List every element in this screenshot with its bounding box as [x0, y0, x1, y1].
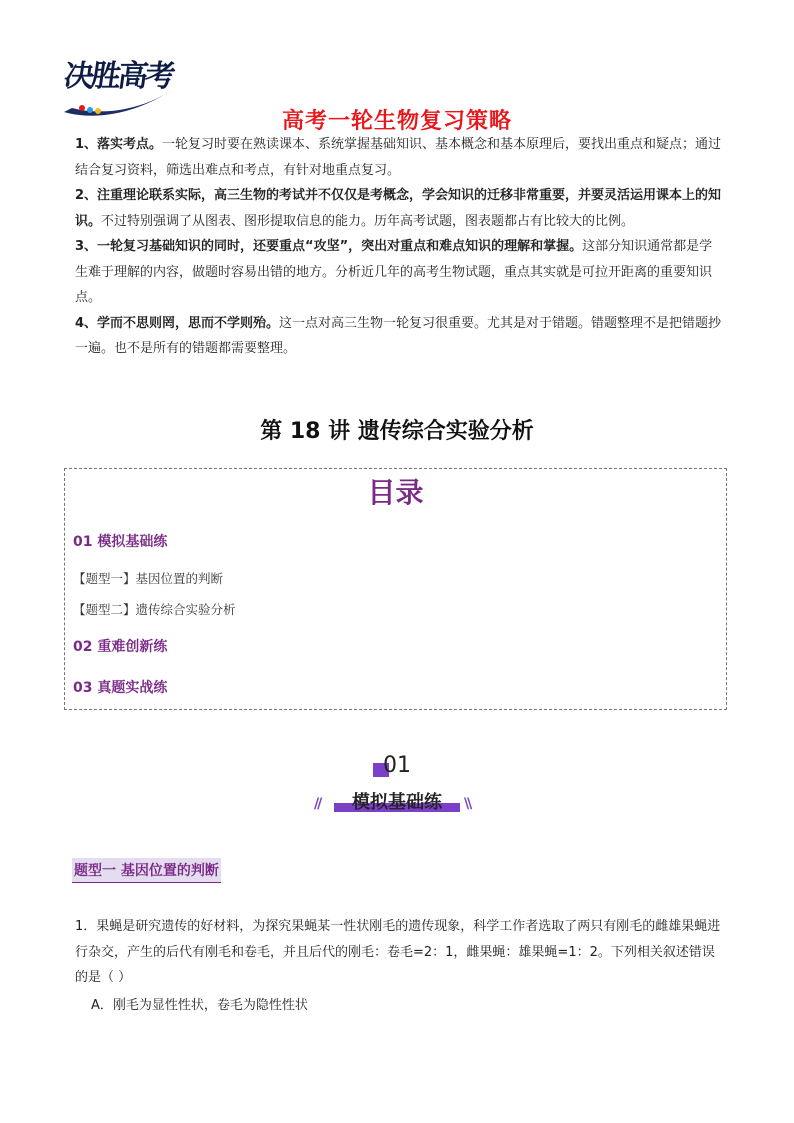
- toc-title: 目录: [367, 476, 424, 509]
- logo-text: 决胜高考: [61, 59, 175, 94]
- toc-item-section-3[interactable]: 03 真题实战练: [73, 680, 168, 696]
- toc-item-type-1[interactable]: 【题型一】基因位置的判断: [73, 571, 224, 586]
- intro-item-text: 不过特别强调了从图表、图形提取信息的能力。历年高考试题，图表题都占有比较大的比例。: [101, 213, 635, 229]
- table-of-contents: [64, 468, 727, 710]
- section-title: 模拟基础练: [352, 792, 442, 813]
- intro-item-bold: 3、一轮复习基础知识的同时，还要重点“攻坚”，突出对重点和难点知识的理解和掌握。: [75, 239, 583, 254]
- question-stem: 1．果蝇是研究遗传的好材料，为探究果蝇某一性状刚毛的遗传现象，科学工作者选取了两只有刚毛的雌雄果蝇进行杂交，产生的后代有刚毛和卷毛，并且后代的刚毛：卷毛=2：1，雌果蝇：雄果蝇=1：2。下列相关叙述错误的是（ ）: [75, 919, 721, 985]
- intro-item: [75, 183, 725, 234]
- section-number: 01: [383, 753, 411, 778]
- intro-item: [75, 311, 725, 362]
- section-slash-right: \\: [464, 796, 471, 812]
- section-slash-left: //: [314, 796, 321, 812]
- lecture-title: 第 18 讲 遗传综合实验分析: [260, 419, 534, 444]
- intro-text: [75, 132, 725, 362]
- question-type-label: 题型一 基因位置的判断: [72, 858, 221, 883]
- intro-item: [75, 132, 725, 183]
- intro-item-text: 这一点对高三生物一轮复习很重要。尤其是对于错题。错题整理不是把错题抄一遍。也不是所有的错题都需要整理。: [75, 315, 722, 356]
- intro-item-text: 一轮复习时要在熟读课本、系统掌握基础知识、基本概念和基本原理后，要找出重点和疑点；通过结合复习资料，筛选出难点和考点，有针对地重点复习。: [75, 137, 722, 178]
- intro-item: [75, 234, 725, 311]
- intro-item-bold: 1、落实考点。: [75, 137, 163, 152]
- intro-item-bold: 4、学而不思则罔，思而不学则殆。: [75, 315, 280, 331]
- toc-item-section-2[interactable]: 02 重难创新练: [73, 639, 168, 655]
- page-heading: 高考一轮生物复习策略: [281, 109, 512, 134]
- toc-item-type-2[interactable]: 【题型二】遗传综合实验分析: [73, 602, 236, 617]
- question-block: [75, 914, 725, 991]
- intro-item-text: 这部分知识通常都是学生难于理解的内容，做题时容易出错的地方。分析近几年的高考生物试题，重点其实就是可拉开距离的重要知识点。: [75, 239, 713, 305]
- intro-item-bold: 2、注重理论联系实际，高三生物的考试并不仅仅是考概念，学会知识的迁移非常重要，并要灵活运用课本上的知识。: [75, 188, 722, 229]
- toc-item-section-1[interactable]: 01 模拟基础练: [73, 534, 168, 550]
- option-a[interactable]: A．刚毛为显性性状，卷毛为隐性性状: [91, 998, 308, 1013]
